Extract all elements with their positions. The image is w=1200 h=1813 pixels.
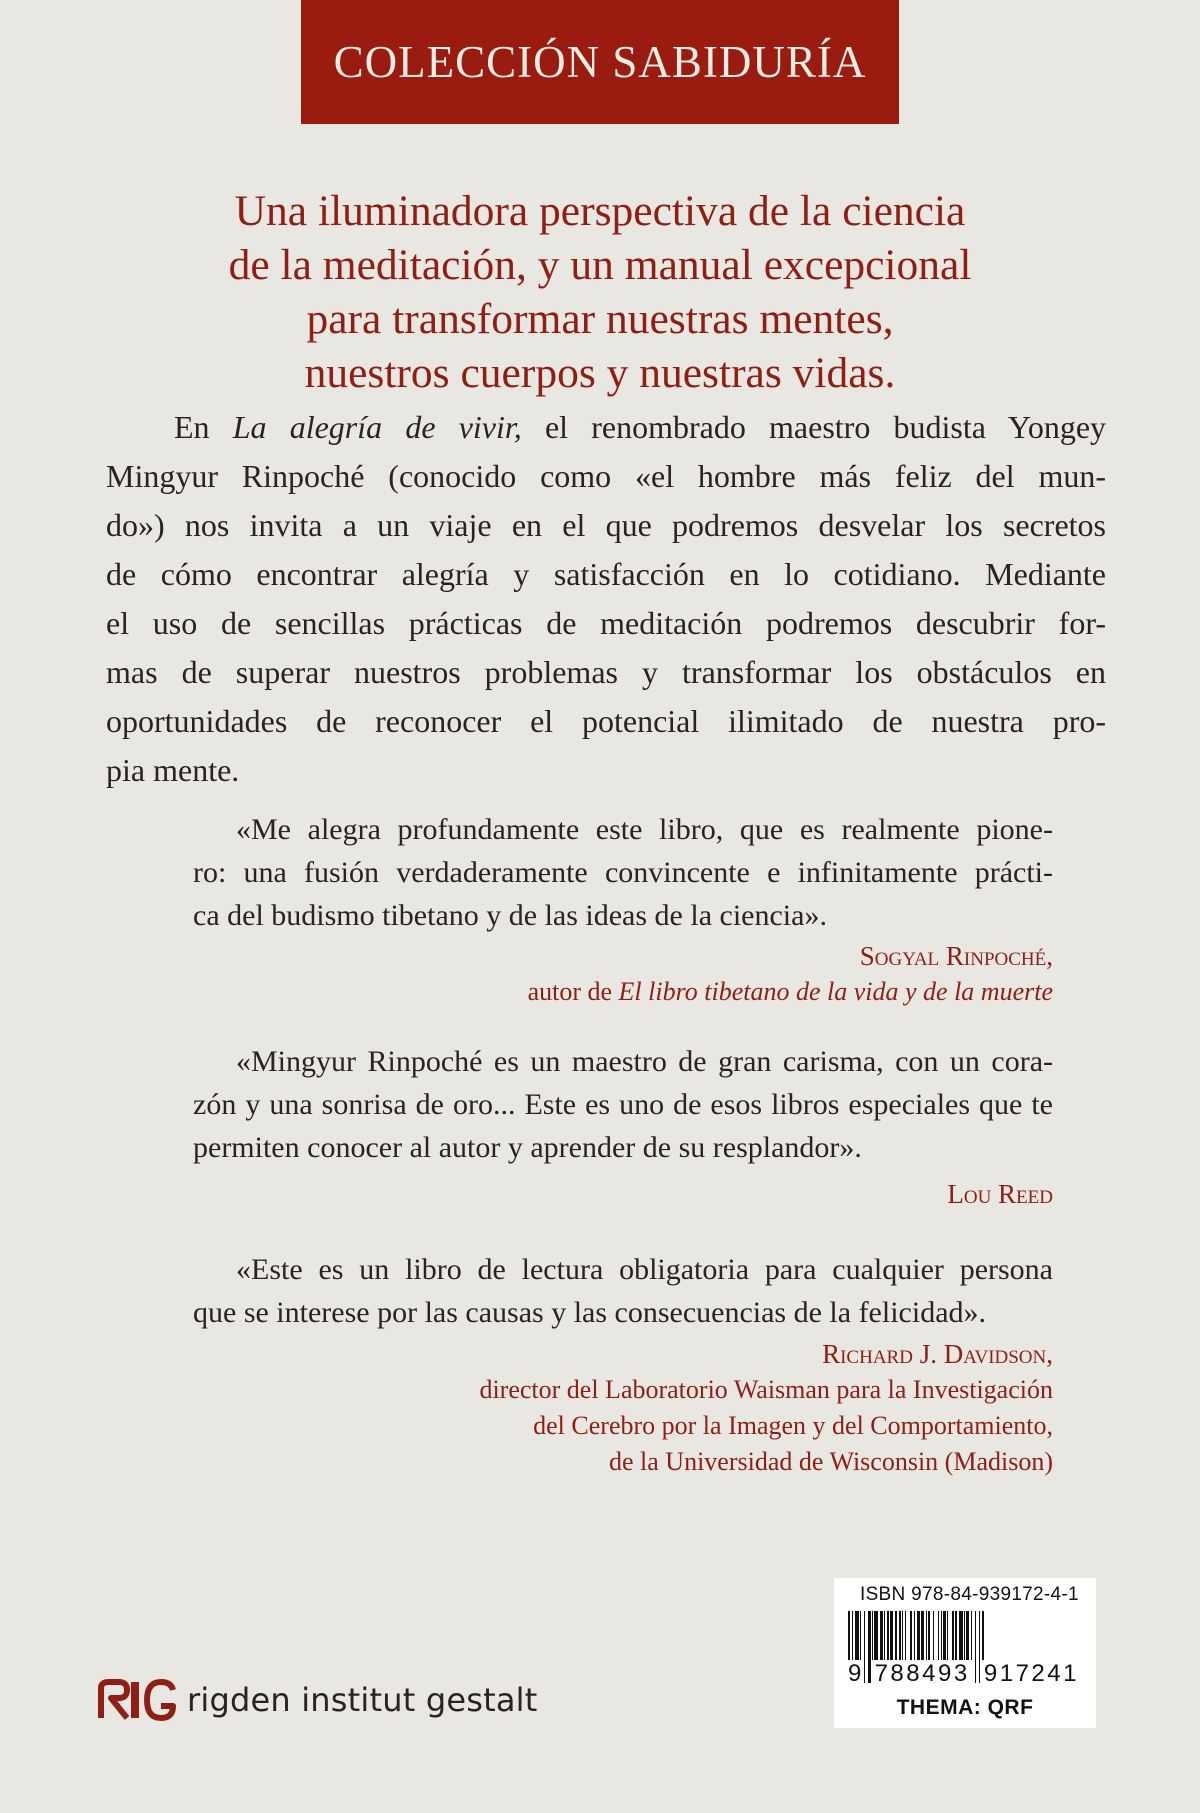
quote-line: «Me alegra profundamente este libro, que es realmente pione- bbox=[236, 813, 1053, 846]
quote-line: zón y una sonrisa de oro... Este es uno de esos libros especiales que te bbox=[193, 1088, 1053, 1121]
book-title: La alegría de vivir, bbox=[232, 409, 522, 445]
barcode-digit: 9 bbox=[848, 1660, 862, 1687]
credit-author: Lou Reed bbox=[947, 1179, 1053, 1209]
lead-line: de la meditación, y un manual excepcional bbox=[228, 241, 972, 289]
lead-line: Una iluminadora perspectiva de la ciencia bbox=[234, 187, 966, 235]
publisher-logo bbox=[97, 1678, 538, 1722]
quote-line: ro: una fusión verdaderamente convincente e infinitamente prácti- bbox=[193, 856, 1053, 889]
description-line: mas de superar nuestros problemas y transformar los obstáculos en bbox=[106, 654, 1106, 690]
isbn-number: ISBN 978-84-939172-4-1 bbox=[860, 1584, 1079, 1605]
credit-lou-reed bbox=[947, 1176, 1053, 1212]
description-line: do») nos invita a un viaje en el que podremos desvelar los secretos bbox=[106, 507, 1106, 543]
description-text: el renombrado maestro budista Yongey bbox=[521, 409, 1107, 445]
isbn-barcode bbox=[834, 1578, 1096, 1728]
quote-line: ca del budismo tibetano y de las ideas de la ciencia». bbox=[193, 899, 827, 932]
barcode-digit-group: 788493 bbox=[872, 1660, 973, 1688]
credit-role-text: autor de bbox=[527, 977, 619, 1006]
barcode-digits bbox=[848, 1660, 1082, 1688]
quote-line: «Este es un libro de lectura obligatoria para cualquier persona bbox=[236, 1253, 1053, 1286]
description-line: Mingyur Rinpoché (conocido como «el hombre más feliz del mun- bbox=[106, 458, 1106, 494]
credit-role bbox=[528, 974, 1053, 1010]
description-line: de cómo encontrar alegría y satisfacción en lo cotidiano. Mediante bbox=[106, 556, 1106, 592]
credit-role-line: director del Laboratorio Waisman para la Investigación bbox=[479, 1375, 1053, 1404]
credit-sogyal bbox=[528, 938, 1053, 1010]
quote-line: que se interese por las causas y las consecuencias de la felicidad». bbox=[193, 1296, 987, 1329]
credit-role-line: del Cerebro por la Imagen y del Comportamiento, bbox=[533, 1411, 1053, 1440]
testimonial-lou-reed bbox=[193, 1040, 1053, 1169]
testimonial-sogyal bbox=[193, 808, 1053, 937]
description-line: el uso de sencillas prácticas de meditación podremos descubrir for- bbox=[106, 605, 1106, 641]
credit-author: Richard J. Davidson, bbox=[822, 1339, 1053, 1369]
rig-logo-icon bbox=[97, 1678, 177, 1722]
barcode-digit-group: 917241 bbox=[981, 1660, 1082, 1688]
description-line bbox=[106, 403, 1106, 452]
credit-role-line: de la Universidad de Wisconsin (Madison) bbox=[609, 1447, 1053, 1476]
credit-book-title: El libro tibetano de la vida y de la muerte bbox=[618, 977, 1053, 1006]
testimonial-davidson bbox=[193, 1248, 1053, 1334]
description-paragraph bbox=[106, 403, 1106, 795]
publisher-name: rigden institut gestalt bbox=[187, 1681, 538, 1719]
description-line: oportunidades de reconocer el potencial ilimitado de nuestra pro- bbox=[106, 703, 1106, 739]
credit-author: Sogyal Rinpoché, bbox=[859, 941, 1053, 971]
lead-blurb bbox=[100, 184, 1100, 400]
description-line: pia mente. bbox=[106, 752, 240, 788]
lead-line: nuestros cuerpos y nuestras vidas. bbox=[304, 349, 896, 397]
description-text: En bbox=[174, 409, 233, 445]
quote-line: «Mingyur Rinpoché es un maestro de gran carisma, con un cora- bbox=[236, 1045, 1053, 1078]
quote-line: permiten conocer al autor y aprender de su resplandor». bbox=[193, 1131, 862, 1164]
credit-davidson bbox=[479, 1336, 1053, 1480]
lead-line: para transformar nuestras mentes, bbox=[306, 295, 894, 343]
collection-title: COLECCIÓN SABIDURÍA bbox=[333, 37, 867, 87]
thema-code: THEMA: QRF bbox=[896, 1696, 1034, 1719]
collection-banner bbox=[301, 0, 899, 124]
